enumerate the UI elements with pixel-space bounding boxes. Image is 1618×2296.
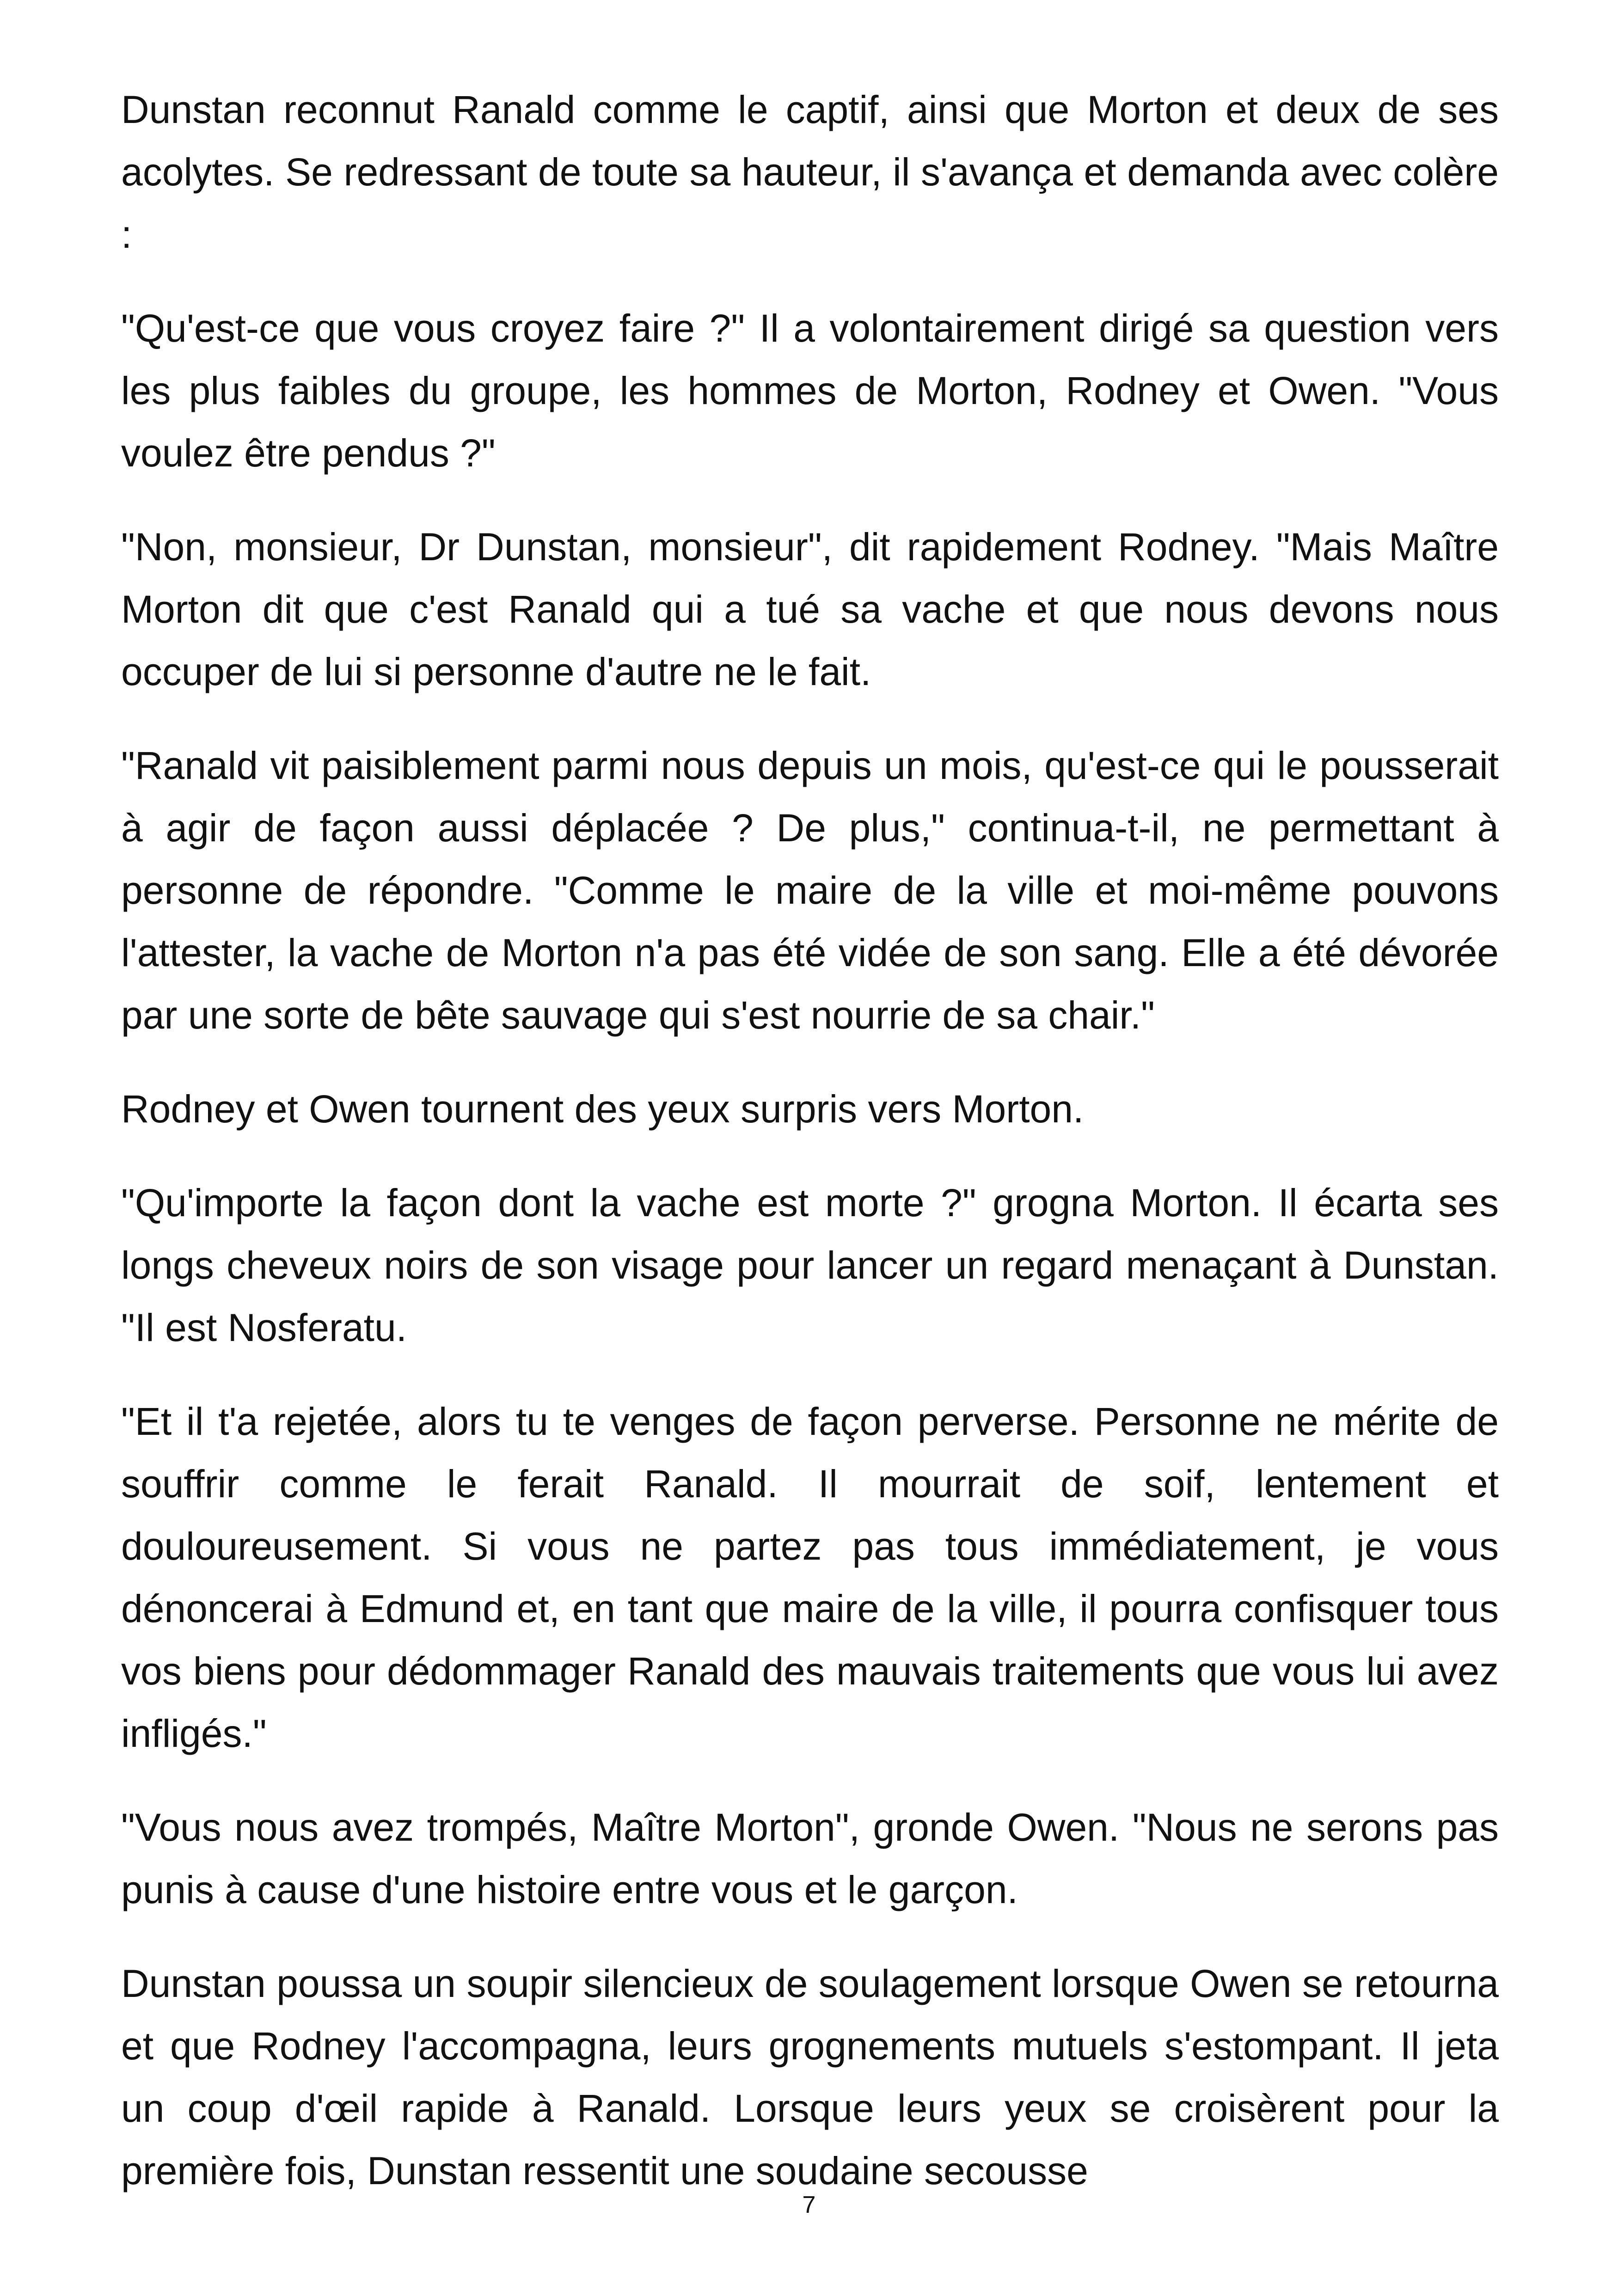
paragraph-8: "Vous nous avez trompés, Maître Morton", gronde Owen. "Nous ne serons pas punis à cause d'une histoire entre vous et le garçon.	[121, 1806, 1499, 1911]
paragraph-7: "Et il t'a rejetée, alors tu te venges de façon perverse. Personne ne mérite de souffrir comme le ferait Ranald. Il mourrait de soif, lentement et douloureusement. Si vous ne partez pas tous immédiatement, je vous dénoncerai à Edmund et, en tant que maire de la ville, il pourra confisquer tous vos biens pour dédommager Ranald des mauvais traitements que vous lui avez infligés."	[121, 1400, 1499, 1755]
paragraph-6: "Qu'importe la façon dont la vache est morte ?" grogna Morton. Il écarta ses longs cheveux noirs de son visage pour lancer un regard menaçant à Dunstan. "Il est Nosferatu.	[121, 1181, 1499, 1349]
paragraph-1: Dunstan reconnut Ranald comme le captif, ainsi que Morton et deux de ses acolytes. Se redressant de toute sa hauteur, il s'avança et demanda avec colère :	[121, 88, 1499, 256]
paragraph-3: "Non, monsieur, Dr Dunstan, monsieur", dit rapidement Rodney. "Mais Maître Morton dit que c'est Ranald qui a tué sa vache et que nous devons nous occuper de lui si personne d'autre ne le fait.	[121, 525, 1499, 693]
paragraph-5: Rodney et Owen tournent des yeux surpris vers Morton.	[121, 1087, 1084, 1131]
page-number: 7	[802, 2192, 816, 2218]
paragraph-4: "Ranald vit paisiblement parmi nous depuis un mois, qu'est-ce qui le pousserait à agir de façon aussi déplacée ? De plus," continua-t-il, ne permettant à personne de répondre. "Comme le maire de la ville et moi-même pouvons l'attester, la vache de Morton n'a pas été vidée de son sang. Elle a été dévorée par une sorte de bête sauvage qui s'est nourrie de sa chair."	[121, 744, 1499, 1037]
paragraph-2: "Qu'est-ce que vous croyez faire ?" Il a volontairement dirigé sa question vers les plus faibles du groupe, les hommes de Morton, Rodney et Owen. "Vous voulez être pendus ?"	[121, 306, 1499, 475]
page-body	[121, 79, 1499, 2234]
paragraph-9: Dunstan poussa un soupir silencieux de soulagement lorsque Owen se retourna et que Rodney l'accompagna, leurs grognements mutuels s'estompant. Il jeta un coup d'œil rapide à Ranald. Lorsque leurs yeux se croisèrent pour la première fois, Dunstan ressentit une soudaine secousse	[121, 1962, 1499, 2192]
